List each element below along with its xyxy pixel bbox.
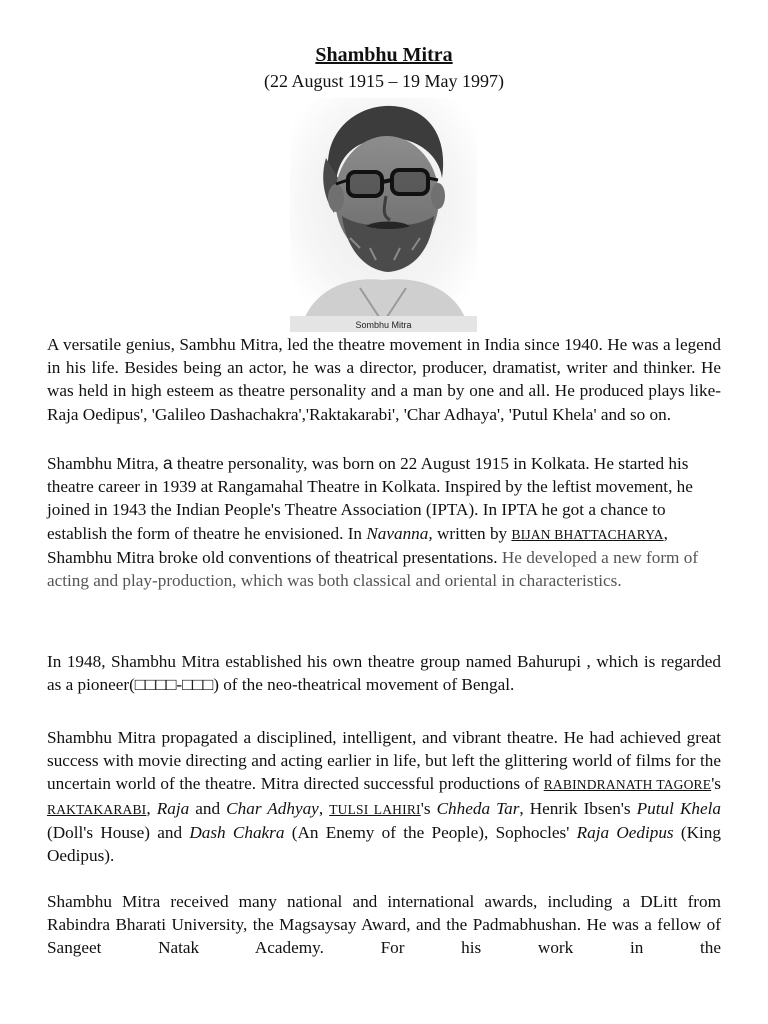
para4-text-i: , <box>318 798 330 818</box>
play-title-navanna: Navanna, <box>366 523 433 543</box>
para4-text-s: (King Oedipus). <box>47 822 721 866</box>
paragraph-awards: Shambhu Mitra received many national and international awards, including a DLitt from Rabindra Bharati University, the Magsaysay Award, and the Padmabhushan. He was a fellow of Sangeet Natak Academy. For his work in the <box>47 892 721 958</box>
para2-text-a: Shambhu Mitra, <box>47 454 164 473</box>
play-title-chheda-tar: Chheda Tar <box>436 798 520 818</box>
para2-text-g: , Shambhu Mitra broke old conventions of theatrical presentations. <box>47 523 668 567</box>
photo-caption: Sombhu Mitra <box>355 320 412 330</box>
page-title: Shambhu Mitra <box>315 44 453 66</box>
life-dates: (22 August 1915 – 19 May 1997) <box>264 71 504 91</box>
para4-text-o: (Doll's House) and <box>47 822 190 842</box>
para4-text-a: Shambhu Mitra propagated a disciplined, intelligent, and vibrant theatre. He had achieved great success with movie directing and acting earlier in life, but left the glittering world of films for the uncertain world of the theatre. Mitra directed successful productions of <box>47 728 721 794</box>
para2-text-h: He developed a new form of acting and play-production, which was both classical and oriental in characteristics. <box>47 547 699 591</box>
link-raktakarabi[interactable]: RAKTAKARABI <box>47 801 147 817</box>
para4-text-q: (An Enemy of the People), Sophocles' <box>284 822 577 842</box>
paragraph-intro: A versatile genius, Sambhu Mitra, led the theatre movement in India since 1940. He was a legend in his life. Besides being an actor, he was a director, producer, dramatist, writer and thinker. He was held in high esteem as theatre personality and a man by one and all. He produced plays like-Raja Oedipus', 'Galileo Dashachakra','Raktakarabi', 'Char Adhaya', 'Putul Khela' and so on. <box>47 335 721 424</box>
portrait-photo <box>290 98 477 332</box>
paragraph-early-life <box>47 452 721 592</box>
paragraph-productions <box>47 726 721 867</box>
para4-text-e: , <box>146 798 157 818</box>
para2-text-b: a <box>163 453 173 473</box>
link-bijan-bhattacharya[interactable]: BIJAN BHATTACHARYA <box>511 526 664 542</box>
para4-text-g: and <box>189 798 227 818</box>
para4-text-c: 's <box>711 774 721 794</box>
para4-text-m: , Henrik Ibsen's <box>519 798 637 818</box>
para2-text-c: theatre personality, was born on 22 August 1915 in Kolkata. He started his theatre career in 1939 at Rangamahal Theatre in Kolkata. Inspired by the leftist movement, he joined in 1943 the Indian People's Theatre Association (IPTA). In IPTA he got a chance to establish the form of theatre he envisioned. In <box>47 454 693 543</box>
play-title-dash-chakra: Dash Chakra <box>189 822 285 842</box>
link-rabindranath-tagore[interactable]: RABINDRANATH TAGORE <box>543 777 712 793</box>
paragraph-bahurupi: In 1948, Shambhu Mitra established his own theatre group named Bahurupi , which is regarded as a pioneer(□□□□-□□□) of the neo-theatrical movement of Bengal. <box>47 652 721 695</box>
para4-text-k: 's <box>420 798 437 818</box>
link-tulsi-lahiri[interactable]: TULSI LAHIRI <box>329 801 421 817</box>
play-title-char-adhyay: Char Adhyay <box>226 798 319 818</box>
play-title-putul-khela: Putul Khela <box>636 798 722 818</box>
play-title-raja: Raja <box>156 798 190 818</box>
portrait-image <box>290 98 477 332</box>
play-title-raja-oedipus: Raja Oedipus <box>576 822 674 842</box>
para2-text-e: written by <box>432 523 512 543</box>
